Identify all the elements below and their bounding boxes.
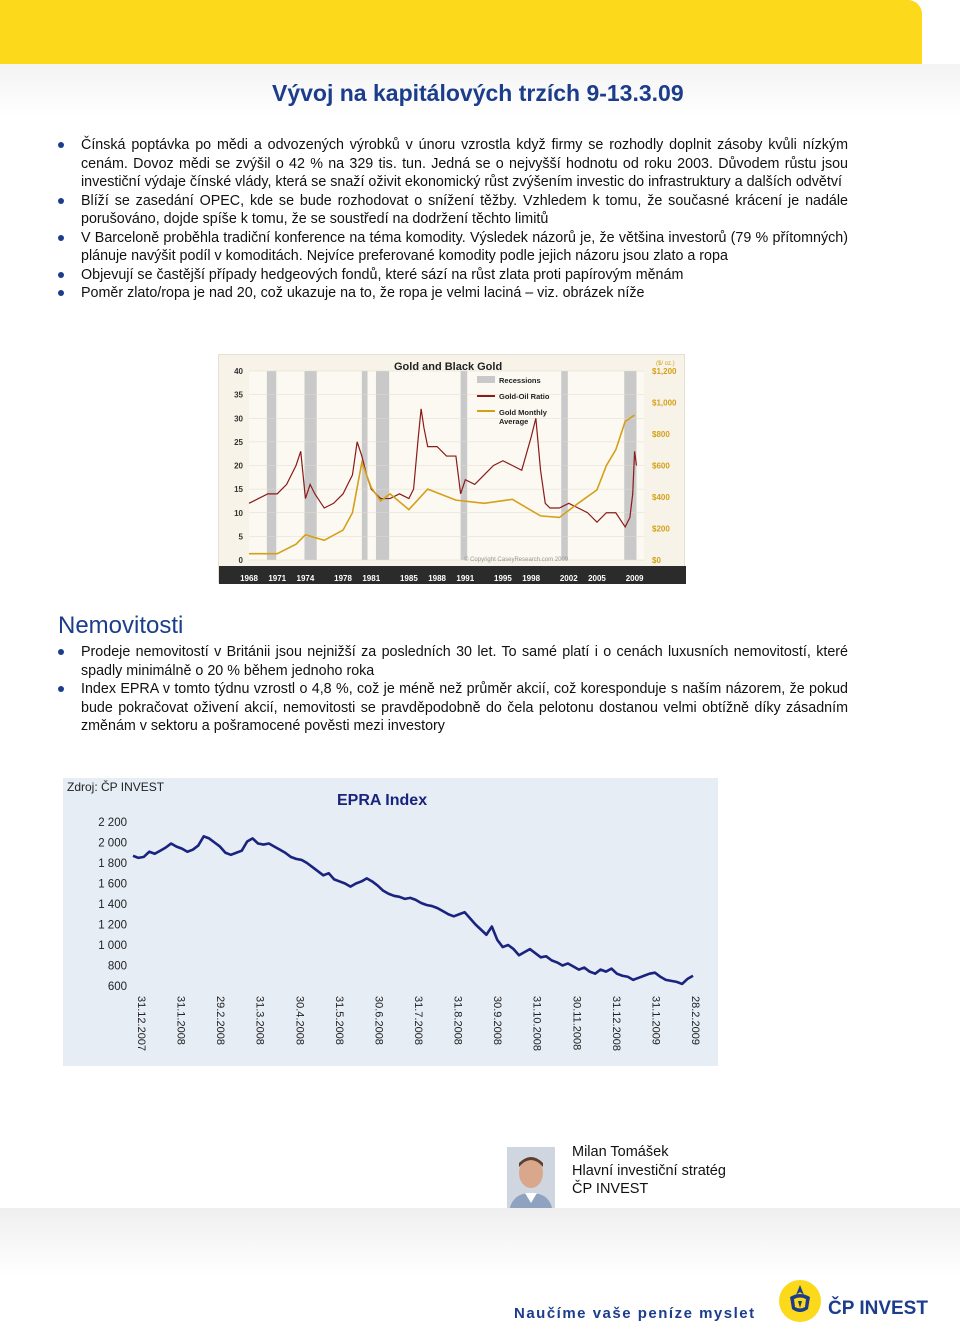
x-tick-label: 1978 — [334, 574, 352, 583]
author-name: Milan Tomášek — [572, 1144, 669, 1160]
y-tick-label-right: $400 — [652, 493, 670, 502]
y-tick-label-left: 0 — [238, 556, 243, 565]
x-tick-label: 29.2.2008 — [214, 996, 227, 1045]
y-tick-label: 800 — [107, 960, 127, 973]
right-axis-unit: ($/ oz.) — [656, 361, 675, 367]
x-tick-label: 1995 — [494, 574, 512, 583]
x-tick-label: 30.11.2008 — [570, 996, 583, 1051]
y-tick-label: 1 800 — [98, 858, 127, 870]
y-tick-label: 2 000 — [98, 837, 127, 850]
x-tick-label: 31.3.2008 — [253, 996, 266, 1045]
section-heading: Nemovitosti — [58, 612, 184, 639]
bullet-icon — [58, 272, 64, 278]
y-tick-label-right: $1,000 — [652, 398, 677, 408]
x-tick-label: 1991 — [456, 574, 475, 583]
page-title: Vývoj na kapitálových trzích 9-13.3.09 — [272, 80, 684, 106]
y-tick-label: 1 200 — [98, 919, 127, 932]
x-tick-label: 2009 — [625, 574, 644, 583]
copyright-note: © Copyright CaseyResearch.com 2009 — [464, 557, 569, 563]
avatar — [507, 1147, 555, 1213]
legend-label: Gold-Oil Ratio — [499, 392, 550, 401]
y-tick-label: 1 400 — [98, 899, 127, 911]
real-estate-list — [58, 643, 848, 736]
x-tick-label: 31.10.2008 — [530, 996, 543, 1052]
x-tick-label: 31.12.2007 — [135, 996, 147, 1052]
x-tick-label: 1988 — [428, 574, 446, 583]
y-tick-label: 2 200 — [98, 817, 127, 829]
bullet-icon — [58, 686, 64, 692]
x-tick-label: 30.9.2008 — [491, 996, 504, 1045]
x-tick-label: 2005 — [588, 574, 606, 583]
signature-text — [572, 1143, 726, 1199]
y-tick-label-left: 10 — [234, 508, 243, 518]
header-band — [0, 0, 922, 64]
footer-logo-text: ČP INVEST — [828, 1298, 928, 1319]
legend-label: Recessions — [499, 376, 541, 385]
gold-oil-chart — [218, 354, 685, 583]
y-tick-label-right: $1,200 — [652, 367, 677, 376]
list-item: Index EPRA v tomto týdnu vzrostl o 4,8 %, což je méně než průměr akcií, což koresponduje s naším názorem, že pokud bude pokračovat oživení akcií, nemovitosti se pravděpodobně do čela pelotonu dostanou velmi obtížně díky zásadním změnám v sektoru a pošramocené pověsti mezi investory — [58, 680, 848, 736]
y-tick-label-left: 35 — [234, 390, 243, 400]
x-tick-label: 31.12.2008 — [609, 996, 622, 1052]
y-tick-label: 600 — [107, 981, 127, 993]
y-tick-label-right: $600 — [652, 461, 670, 471]
x-tick-label: 31.1.2009 — [649, 996, 662, 1045]
bullet-icon — [58, 290, 64, 296]
legend-label: Gold Monthly Average — [499, 408, 547, 426]
author-role: Hlavní investiční stratég — [572, 1162, 726, 1179]
list-item: Prodeje nemovitostí v Británii jsou nejnižší za posledních 30 let. To samé platí i o cenách luxusních nemovitostí, které spadly minimálně o 20 % během jednoho roka — [58, 643, 848, 680]
y-tick-label-left: 40 — [234, 367, 243, 376]
x-axis-band — [219, 566, 686, 584]
x-tick-label: 30.4.2008 — [293, 996, 306, 1045]
x-tick-label: 1971 — [268, 574, 287, 583]
person-photo-icon — [507, 1147, 555, 1213]
bullet-icon — [58, 142, 64, 148]
bullet-icon — [58, 649, 64, 655]
epra-line — [133, 836, 693, 984]
epra-chart-svg — [63, 778, 718, 1066]
list-item: V Barceloně proběhla tradiční konference na téma komodity. Výsledek názorů je, že většina investorů (79 % přítomných) plánuje navýšit podíl v komoditách. Nejvíce preferované komodity podle jejich názoru jsou zlato a ropa — [58, 229, 848, 266]
y-tick-label: 1 000 — [98, 940, 127, 952]
y-tick-label-right: $800 — [652, 430, 670, 439]
y-tick-label-left: 15 — [234, 485, 243, 495]
y-tick-label: 1 600 — [98, 878, 127, 891]
gold-oil-chart-svg — [219, 355, 686, 584]
list-item: Čínská poptávka po mědi a odvozených výrobků v únoru vzrostla když firmy se rozhodly doplnit zásoby kvůli nízkým cenám. Dovoz mědi se zvýšil o 42 % na 329 tis. tun. Jedná se o nejvyšší hodnotu od roku 2003. Důvodem růstu jsou investiční výdaje čínské vlády, která se snaží oživit ekonomický růst zvýšením investic do infrastruktury a dalších odvětví — [58, 136, 848, 192]
epra-chart — [63, 778, 718, 1066]
x-tick-label: 31.8.2008 — [451, 996, 464, 1045]
y-tick-label-right: $0 — [652, 556, 661, 565]
bullet-icon — [58, 235, 64, 241]
y-tick-label-right: $200 — [652, 524, 670, 534]
commodities-list — [58, 136, 848, 303]
x-tick-label: 28.2.2009 — [689, 996, 701, 1045]
footer-slogan: Naučíme vaše peníze myslet — [514, 1305, 756, 1322]
x-tick-label: 1998 — [522, 574, 541, 583]
x-tick-label: 30.6.2008 — [372, 996, 385, 1045]
y-tick-label-left: 30 — [234, 414, 243, 424]
x-tick-label: 1985 — [399, 574, 418, 583]
legend-swatch — [477, 376, 495, 383]
source-label: Zdroj: ČP INVEST — [67, 780, 165, 794]
bullet-icon — [58, 198, 64, 204]
list-item: Objevují se častější případy hedgeových fondů, které sází na růst zlata proti papírovým měnám — [58, 266, 848, 285]
x-tick-label: 31.7.2008 — [412, 996, 424, 1045]
list-item: Blíží se zasedání OPEC, kde se bude rozhodovat o snížení těžby. Vzhledem k tomu, že současné krácení je nadále porušováno, dojde spíše k tomu, že se soustředí na dodržení těchto limitů — [58, 192, 848, 229]
chart-title: Gold and Black Gold — [394, 361, 503, 373]
y-tick-label-left: 20 — [234, 461, 243, 471]
y-tick-label-left: 5 — [238, 532, 243, 542]
x-tick-label: 1974 — [296, 574, 315, 583]
x-tick-label: 31.5.2008 — [332, 996, 345, 1045]
list-item: Poměr zlato/ropa je nad 20, což ukazuje na to, že ropa je velmi laciná – viz. obrázek níže — [58, 284, 848, 303]
x-tick-label: 2002 — [559, 574, 578, 583]
x-tick-label: 1968 — [240, 574, 258, 583]
x-tick-label: 1981 — [362, 574, 381, 583]
author-company: ČP INVEST — [572, 1181, 649, 1197]
chart-title: EPRA Index — [337, 792, 428, 809]
cp-invest-logo-icon — [778, 1279, 822, 1323]
y-tick-label-left: 25 — [234, 437, 243, 447]
x-tick-label: 31.1.2008 — [174, 996, 187, 1045]
